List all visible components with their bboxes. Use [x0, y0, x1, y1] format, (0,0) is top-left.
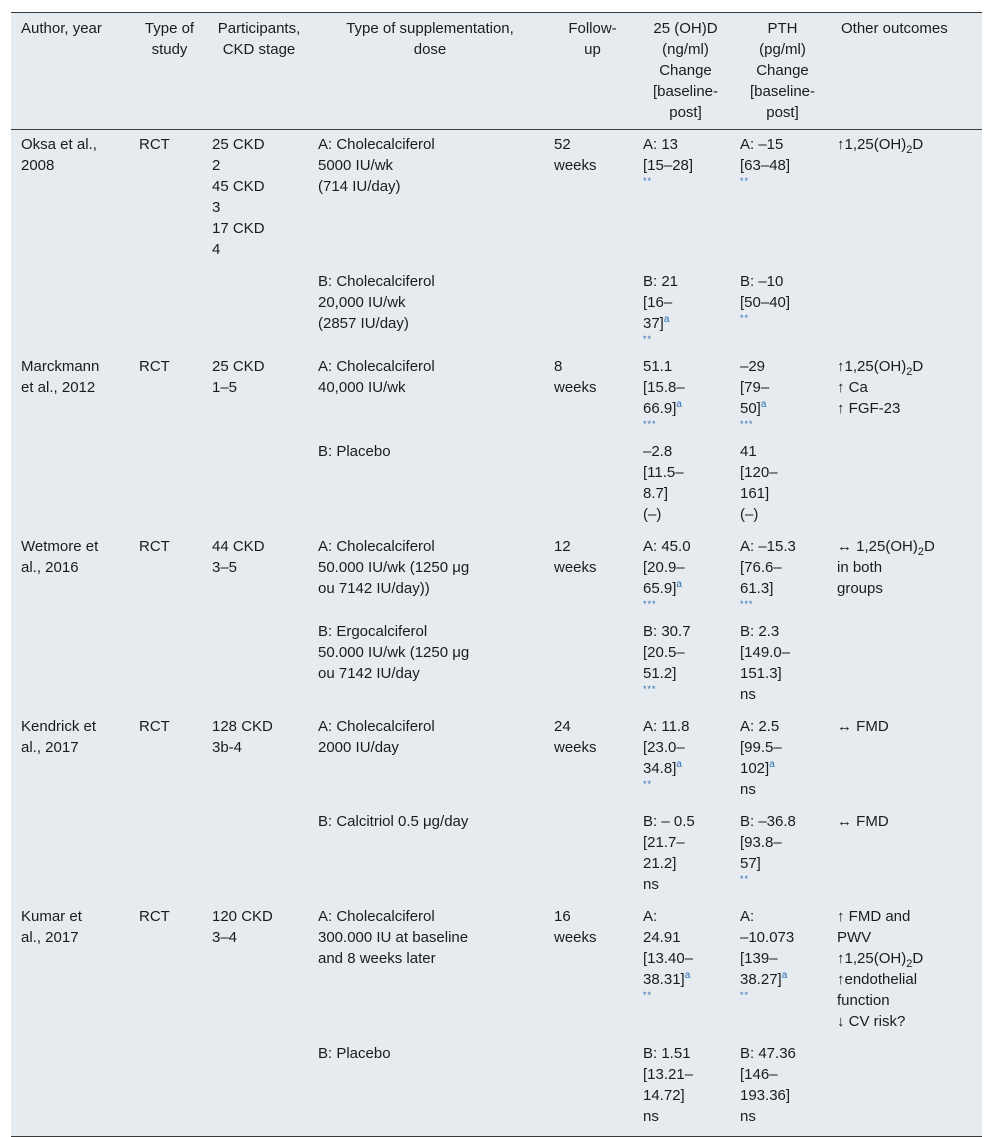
pth-value-line: B: 47.36	[740, 1045, 796, 1062]
author-line: Oksa et al.,	[21, 136, 97, 153]
supplementation-line: (2857 IU/day)	[318, 315, 409, 332]
supplementation-line: and 8 weeks later	[318, 950, 436, 967]
header-25ohd-line: Change	[659, 62, 712, 79]
vitd-value-line: [20.9–	[643, 559, 685, 576]
study-type-line: RCT	[139, 538, 170, 555]
header-25ohd-line: 25 (OH)D	[653, 20, 718, 37]
vitd-value-line: A: 13	[643, 136, 679, 153]
vitd-value-line: (–)	[643, 506, 662, 523]
supplementation-line: B: Ergocalciferol	[318, 623, 428, 640]
cell-25ohd-change	[637, 130, 734, 270]
cell-study-type	[133, 269, 206, 354]
table-row	[11, 269, 982, 354]
cell-pth-change	[734, 809, 831, 904]
cell-pth-change	[734, 1041, 831, 1137]
header-type-line: study	[151, 41, 188, 58]
outcome-line: in both	[837, 559, 883, 576]
cell-followup	[548, 809, 637, 904]
cell-pth-change	[734, 354, 831, 439]
header-other-outcomes: Other outcomes	[831, 13, 982, 130]
pth-value-line: A: 2.5	[740, 718, 780, 735]
cell-25ohd-change	[637, 809, 734, 904]
vitd-value-line: 14.72]	[643, 1087, 685, 1104]
header-participants-line: Participants,	[217, 20, 301, 37]
subscript-text: 2	[906, 366, 913, 378]
cell-pth-change	[734, 534, 831, 619]
supplementation-line: A: Cholecalciferol	[318, 136, 435, 153]
cell-supplementation	[312, 714, 548, 809]
table-row	[11, 619, 982, 714]
vitd-value-line: A: 45.0	[643, 538, 691, 555]
cell-25ohd-change	[637, 904, 734, 1041]
cell-supplementation	[312, 534, 548, 619]
outcome-line: ↑ FMD and	[837, 908, 911, 925]
participants-line: 2	[212, 157, 221, 174]
significance-marker: **	[643, 990, 653, 1000]
vitd-value-line: 38.31]$^a$	[643, 970, 691, 988]
outcome-line: ↑endothelial	[837, 971, 918, 988]
vitd-value-line: 21.2]	[643, 855, 677, 872]
outcome-line: ↔ FMD	[837, 813, 889, 830]
cell-other-outcomes	[831, 269, 982, 354]
participants-line: 1–5	[212, 379, 238, 396]
pth-value-line: 41	[740, 443, 757, 460]
pth-value-line: ns	[740, 781, 756, 798]
pth-value-line: –29	[740, 358, 766, 375]
vitd-value-line: [23.0–	[643, 739, 685, 756]
outcome-line: $↑1,25(OH)_2D$	[837, 136, 924, 156]
supplementation-line: B: Cholecalciferol	[318, 273, 435, 290]
table-row	[11, 534, 982, 619]
cell-pth-change	[734, 904, 831, 1041]
vitd-value-line: 51.1	[643, 358, 673, 375]
cell-other-outcomes	[831, 714, 982, 809]
cell-study-type	[133, 534, 206, 619]
followup-line: 24	[554, 718, 571, 735]
pth-value-line: 50]$^a$	[740, 399, 767, 417]
cell-author	[11, 714, 133, 809]
cell-followup	[548, 1041, 637, 1137]
cell-study-type	[133, 130, 206, 270]
table-container	[11, 12, 982, 1137]
significance-marker: **	[740, 313, 750, 323]
cell-participants	[206, 809, 312, 904]
pth-value-line: A: –15.3	[740, 538, 796, 555]
table-row	[11, 1041, 982, 1137]
cell-25ohd-change	[637, 619, 734, 714]
significance-marker: ***	[643, 419, 657, 429]
header-supplementation	[312, 13, 548, 130]
author-line: et al., 2012	[21, 379, 96, 396]
cell-followup	[548, 130, 637, 270]
header-followup	[548, 13, 637, 130]
vitd-value-line: A:	[643, 908, 658, 925]
supplementation-line: B: Calcitriol 0.5 μg/day	[318, 813, 469, 830]
supplementation-line: 50.000 IU/wk (1250 μg	[318, 559, 470, 576]
footnote-marker: a	[760, 399, 767, 410]
vitd-value-line: 51.2]	[643, 665, 677, 682]
cell-supplementation	[312, 1041, 548, 1137]
cell-study-type	[133, 809, 206, 904]
subscript-text: 2	[906, 958, 913, 970]
cell-author	[11, 1041, 133, 1137]
header-25ohd-line: [baseline-	[652, 83, 719, 100]
cell-other-outcomes	[831, 534, 982, 619]
cell-study-type	[133, 1041, 206, 1137]
author-line: 2008	[21, 157, 55, 174]
outcome-line: ↔ FMD	[837, 718, 889, 735]
author-line: Wetmore et	[21, 538, 99, 555]
pth-value-line: 151.3]	[740, 665, 782, 682]
cell-followup	[548, 534, 637, 619]
participants-line: 17 CKD	[212, 220, 265, 237]
cell-supplementation	[312, 439, 548, 534]
header-pth	[734, 13, 831, 130]
header-25ohd	[637, 13, 734, 130]
pth-value-line: [79–	[740, 379, 770, 396]
pth-value-line: B: 2.3	[740, 623, 780, 640]
footnote-marker: a	[684, 970, 691, 981]
header-followup-line: Follow-	[568, 20, 617, 37]
vitd-value-line: [20.5–	[643, 644, 685, 661]
author-line: al., 2017	[21, 739, 79, 756]
significance-marker: ***	[740, 419, 754, 429]
followup-line: 8	[554, 358, 563, 375]
vitd-value-line: B: 21	[643, 273, 679, 290]
supplementation-line: 5000 IU/wk	[318, 157, 394, 174]
header-author: Author, year	[11, 13, 133, 130]
cell-study-type	[133, 439, 206, 534]
pth-value-line: [93.8–	[740, 834, 782, 851]
cell-other-outcomes	[831, 439, 982, 534]
header-type-line: Type of	[144, 20, 195, 37]
header-followup-line: up	[584, 41, 601, 58]
header-supplementation-line: Type of supplementation,	[346, 20, 514, 37]
vitd-value-line: [13.21–	[643, 1066, 694, 1083]
cell-supplementation	[312, 904, 548, 1041]
vitd-value-line: 8.7]	[643, 485, 669, 502]
pth-value-line: ns	[740, 1108, 756, 1125]
pth-value-line: [149.0–	[740, 644, 791, 661]
cell-followup	[548, 439, 637, 534]
header-pth-line: (pg/ml)	[759, 41, 806, 58]
vitd-value-line: 24.91	[643, 929, 681, 946]
supplementation-line: ou 7142 IU/day	[318, 665, 420, 682]
cell-study-type	[133, 354, 206, 439]
study-type-line: RCT	[139, 908, 170, 925]
outcome-line: PWV	[837, 929, 872, 946]
supplementation-line: A: Cholecalciferol	[318, 538, 435, 555]
header-pth-line: [baseline-	[749, 83, 816, 100]
cell-other-outcomes	[831, 619, 982, 714]
vitd-value-line: –2.8	[643, 443, 673, 460]
table-body	[11, 130, 982, 1137]
header-pth-line: post]	[766, 104, 799, 121]
supplementation-line: 20,000 IU/wk	[318, 294, 406, 311]
participants-line: 44 CKD	[212, 538, 265, 555]
cell-supplementation	[312, 130, 548, 270]
cell-participants	[206, 439, 312, 534]
author-line: al., 2017	[21, 929, 79, 946]
table-row	[11, 809, 982, 904]
participants-line: 45 CKD	[212, 178, 265, 195]
header-25ohd-line: (ng/ml)	[662, 41, 709, 58]
vitd-value-line: ns	[643, 876, 659, 893]
footnote-marker: a	[676, 399, 682, 410]
pth-value-line: A: –15	[740, 136, 784, 153]
cell-participants	[206, 1041, 312, 1137]
pth-value-line: [120–	[740, 464, 778, 481]
header-supplementation-line: dose	[413, 41, 447, 58]
participants-line: 25 CKD	[212, 136, 265, 153]
table-row	[11, 904, 982, 1041]
vitd-value-line: 34.8]$^a$	[643, 759, 682, 777]
cell-pth-change	[734, 714, 831, 809]
pth-value-line: [139–	[740, 950, 778, 967]
significance-marker: ***	[643, 684, 657, 694]
cell-author	[11, 619, 133, 714]
cell-study-type	[133, 619, 206, 714]
participants-line: 3–5	[212, 559, 238, 576]
cell-25ohd-change	[637, 714, 734, 809]
cell-followup	[548, 714, 637, 809]
cell-pth-change	[734, 439, 831, 534]
cell-participants	[206, 534, 312, 619]
significance-marker: ***	[740, 599, 754, 609]
supplementation-line: A: Cholecalciferol	[318, 718, 435, 735]
supplementation-line: ou 7142 IU/day))	[318, 580, 430, 597]
pth-value-line: B: –36.8	[740, 813, 796, 830]
cell-other-outcomes	[831, 1041, 982, 1137]
outcome-line: ↓ CV risk?	[837, 1013, 906, 1030]
pth-value-line: –10.073	[740, 929, 795, 946]
header-pth-line: PTH	[767, 20, 798, 37]
table-header	[11, 13, 982, 130]
cell-study-type	[133, 714, 206, 809]
outcome-line: $↑1,25(OH)_2D$	[837, 358, 924, 378]
table-row	[11, 130, 982, 270]
followup-line: 16	[554, 908, 571, 925]
vitd-value-line: B: – 0.5	[643, 813, 695, 830]
pth-value-line: 38.27]$^a$	[740, 970, 788, 988]
vitd-value-line: [15–28]	[643, 157, 694, 174]
supplementation-line: B: Placebo	[318, 443, 391, 460]
pth-value-line: 102]$^a$	[740, 759, 775, 777]
followup-line: weeks	[554, 559, 597, 576]
vitd-value-line: [13.40–	[643, 950, 694, 967]
pth-value-line: 161]	[740, 485, 770, 502]
author-line: al., 2016	[21, 559, 79, 576]
vitd-value-line: B: 30.7	[643, 623, 691, 640]
footnote-marker: a	[676, 759, 682, 770]
header-participants-line: CKD stage	[222, 41, 296, 58]
author-line: Kumar et	[21, 908, 82, 925]
study-type-line: RCT	[139, 136, 170, 153]
footnote-marker: a	[781, 970, 788, 981]
outcome-line: groups	[837, 580, 883, 597]
supplementation-line: 300.000 IU at baseline	[318, 929, 469, 946]
cell-pth-change	[734, 619, 831, 714]
supplementation-line: 40,000 IU/wk	[318, 379, 406, 396]
vitd-value-line: 65.9]$^a$	[643, 579, 682, 597]
header-row	[11, 13, 982, 130]
vitd-value-line: [15.8–	[643, 379, 685, 396]
subscript-text: 2	[906, 144, 913, 156]
pth-value-line: [63–48]	[740, 157, 791, 174]
outcome-line: ↔ $1,25(OH)_2D$	[837, 538, 935, 558]
table-row	[11, 714, 982, 809]
vitd-value-line: [16–	[643, 294, 673, 311]
vitd-value-line: ns	[643, 1108, 659, 1125]
significance-marker: **	[740, 990, 750, 1000]
supplementation-line: (714 IU/day)	[318, 178, 401, 195]
header-25ohd-line: post]	[669, 104, 702, 121]
table-row	[11, 354, 982, 439]
pth-value-line: A:	[740, 908, 755, 925]
significance-marker: **	[643, 779, 653, 789]
cell-author	[11, 130, 133, 270]
participants-line: 4	[212, 241, 221, 258]
study-type-line: RCT	[139, 718, 170, 735]
outcome-line: ↑ FGF-23	[837, 400, 901, 417]
vitd-value-line: [11.5–	[643, 464, 684, 481]
followup-line: 52	[554, 136, 571, 153]
cell-author	[11, 809, 133, 904]
supplementation-line: B: Placebo	[318, 1045, 391, 1062]
significance-marker: **	[643, 334, 653, 344]
outcome-line: ↑ Ca	[837, 379, 868, 396]
cell-author	[11, 904, 133, 1041]
participants-line: 128 CKD	[212, 718, 273, 735]
cell-participants	[206, 130, 312, 270]
cell-other-outcomes	[831, 130, 982, 270]
supplementation-line: 50.000 IU/wk (1250 μg	[318, 644, 470, 661]
author-line: Kendrick et	[21, 718, 97, 735]
participants-line: 3–4	[212, 929, 238, 946]
cell-author	[11, 534, 133, 619]
followup-line: weeks	[554, 157, 597, 174]
vitamin-d-studies-table	[11, 12, 982, 1137]
significance-marker: **	[740, 874, 750, 884]
cell-other-outcomes	[831, 809, 982, 904]
outcome-line: $↑1,25(OH)_2D$	[837, 950, 924, 970]
cell-followup	[548, 904, 637, 1041]
cell-author	[11, 354, 133, 439]
pth-value-line: 57]	[740, 855, 761, 872]
supplementation-line: A: Cholecalciferol	[318, 358, 435, 375]
study-type-line: RCT	[139, 358, 170, 375]
pth-value-line: (–)	[740, 506, 759, 523]
cell-author	[11, 439, 133, 534]
table-row	[11, 439, 982, 534]
subscript-text: 2	[917, 546, 924, 558]
cell-other-outcomes	[831, 904, 982, 1041]
outcome-line: function	[837, 992, 890, 1009]
cell-25ohd-change	[637, 1041, 734, 1137]
author-line: Marckmann	[21, 358, 100, 375]
followup-line: 12	[554, 538, 571, 555]
cell-pth-change	[734, 130, 831, 270]
vitd-value-line: [21.7–	[643, 834, 685, 851]
pth-value-line: B: –10	[740, 273, 784, 290]
participants-line: 3	[212, 199, 221, 216]
cell-25ohd-change	[637, 439, 734, 534]
pth-value-line: [99.5–	[740, 739, 782, 756]
footnote-marker: a	[663, 314, 670, 325]
significance-marker: **	[643, 176, 653, 186]
supplementation-line: 2000 IU/day	[318, 739, 399, 756]
header-participants	[206, 13, 312, 130]
cell-supplementation	[312, 809, 548, 904]
footnote-marker: a	[676, 579, 682, 590]
cell-25ohd-change	[637, 534, 734, 619]
cell-other-outcomes	[831, 354, 982, 439]
cell-pth-change	[734, 269, 831, 354]
followup-line: weeks	[554, 379, 597, 396]
significance-marker: **	[740, 176, 750, 186]
cell-supplementation	[312, 354, 548, 439]
pth-value-line: [146–	[740, 1066, 778, 1083]
cell-25ohd-change	[637, 354, 734, 439]
pth-value-line: ns	[740, 686, 756, 703]
participants-line: 120 CKD	[212, 908, 273, 925]
followup-line: weeks	[554, 929, 597, 946]
header-pth-line: Change	[756, 62, 809, 79]
footnote-marker: a	[769, 759, 775, 770]
cell-participants	[206, 904, 312, 1041]
significance-marker: ***	[643, 599, 657, 609]
cell-followup	[548, 619, 637, 714]
cell-supplementation	[312, 269, 548, 354]
participants-line: 3b-4	[212, 739, 243, 756]
cell-25ohd-change	[637, 269, 734, 354]
vitd-value-line: 66.9]$^a$	[643, 399, 682, 417]
vitd-value-line: B: 1.51	[643, 1045, 691, 1062]
cell-participants	[206, 354, 312, 439]
vitd-value-line: 37]$^a$	[643, 314, 670, 332]
participants-line: 25 CKD	[212, 358, 265, 375]
header-type	[133, 13, 206, 130]
cell-followup	[548, 354, 637, 439]
supplementation-line: A: Cholecalciferol	[318, 908, 435, 925]
pth-value-line: [76.6–	[740, 559, 782, 576]
cell-participants	[206, 714, 312, 809]
cell-supplementation	[312, 619, 548, 714]
pth-value-line: [50–40]	[740, 294, 791, 311]
vitd-value-line: A: 11.8	[643, 718, 690, 735]
cell-participants	[206, 269, 312, 354]
cell-study-type	[133, 904, 206, 1041]
cell-followup	[548, 269, 637, 354]
followup-line: weeks	[554, 739, 597, 756]
pth-value-line: 193.36]	[740, 1087, 791, 1104]
cell-participants	[206, 619, 312, 714]
cell-author	[11, 269, 133, 354]
pth-value-line: 61.3]	[740, 580, 774, 597]
